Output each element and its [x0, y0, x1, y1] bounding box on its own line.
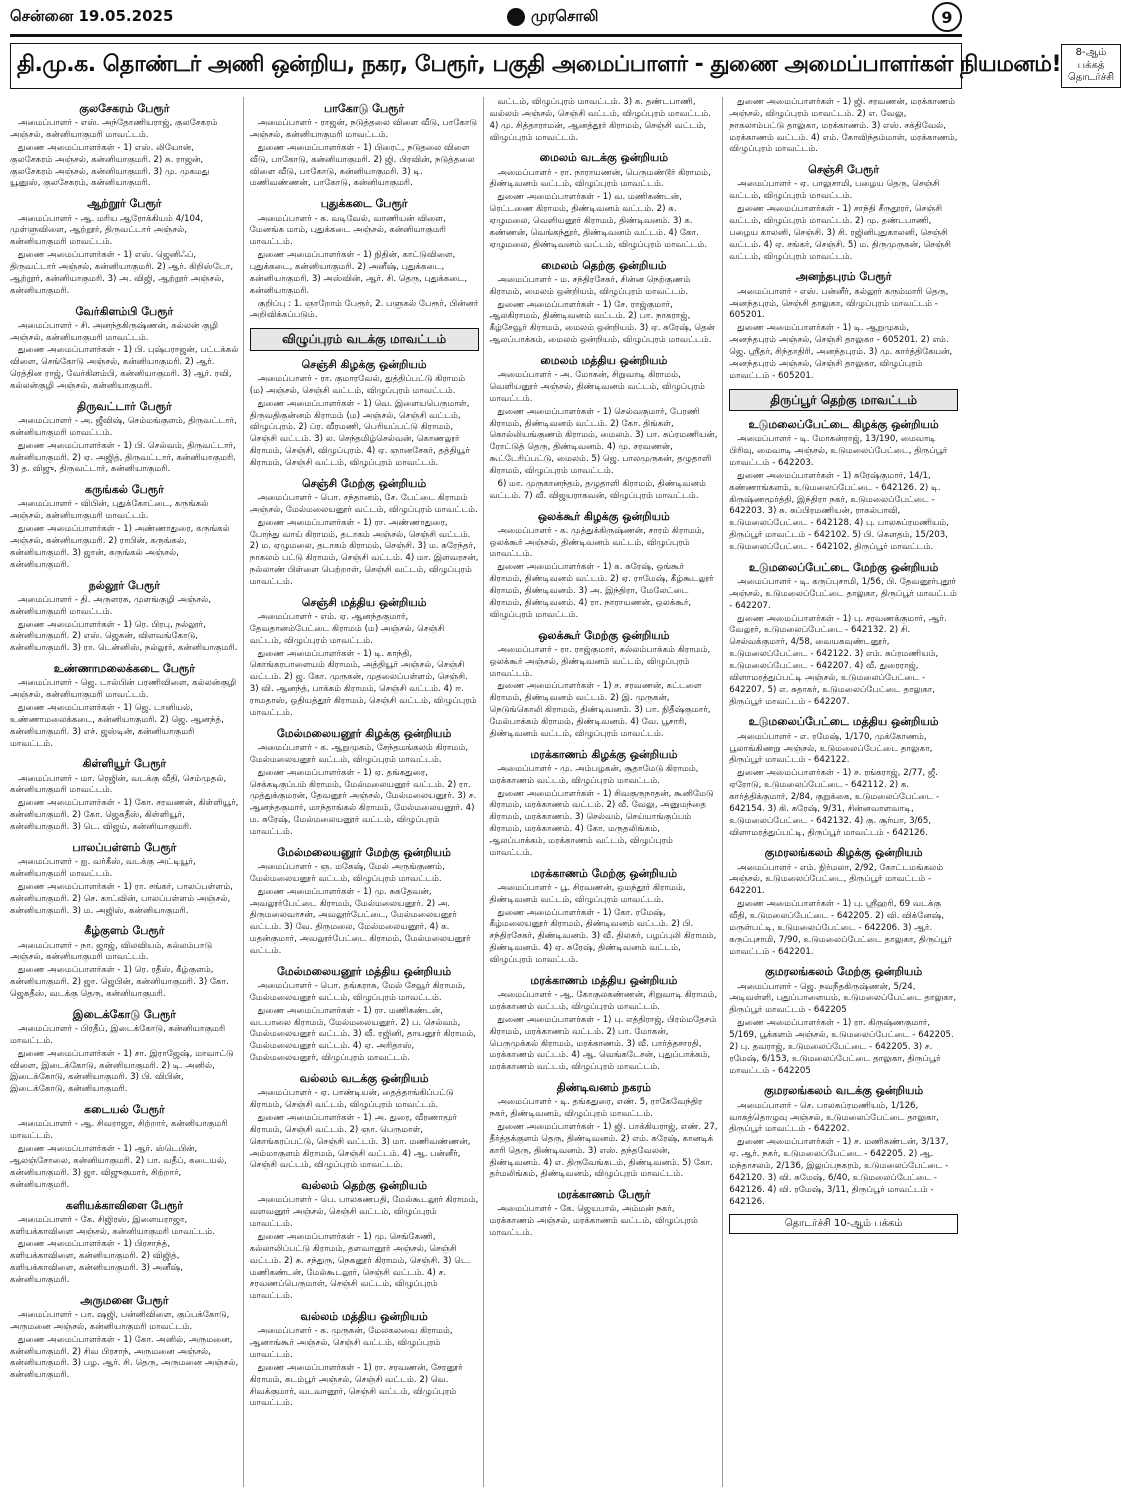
section-heading: குமரலங்கலம் வடக்கு ஒன்றியம் [763, 1084, 924, 1098]
section-heading: அனந்தபுரம் பேரூர் [795, 270, 892, 284]
section-paragraph: அமைப்பாளர் - ஐ. வர்கீஸ், வடக்கு அட்டியூர், கன்னியாகுமரி மாவட்டம். [10, 857, 196, 879]
district-heading: விழுப்புரம் வடக்கு மாவட்டம் [250, 328, 479, 351]
section-paragraph: துணை அமைப்பாளர்கள் - 1) கோ. அனில், அருமனை, கன்னியாகுமரி. 2) சிவ பிரசாந், அருமனை அஞ்சல், கன்னியாகுமரி. 3) பழ. ஆர். சி. தெரு, அருமனை அஞ்சல், கன்னியாகுமரி. [10, 1334, 239, 1381]
section-paragraph: அமைப்பாளர் - ஆ. கோகுலகண்ணன், சிறுவாடி கிராமம், மரக்காணம் வட்டம், விழுப்புரம் மாவட்டம். [489, 990, 718, 1012]
section [490, 97, 719, 144]
section-heading: ஒலக்கூர் மேற்கு ஒன்றியம் [538, 628, 670, 642]
section [729, 389, 958, 412]
section [10, 1198, 239, 1287]
section-paragraph: அமைப்பாளர் - ஏ. பாண்டியன், தைத்தாங்கிப்பட்டு கிராமம், செஞ்சி வட்டம், விழுப்புரம் மாவட்டம். [249, 1088, 454, 1111]
section-heading: மேல்மலையனூர் மேற்கு ஒன்றியம் [277, 845, 451, 859]
section-paragraph: துணை அமைப்பாளர்கள் - 1) சே. ராஜ்குமார், ஆலகிராமம், திண்டிவனம் வட்டம். 2) பா. நாகராஜ், கீழ்சேவூர் கிராமம், மைலம் ஒன்றியம். 3) ஏ. சுரேஷ், தென் ஆலப்பாக்கம், மைலம் ஒன்றியம், விழுப்புரம் மாவட்டம். [489, 299, 716, 346]
section-paragraph: துணை அமைப்பாளர்கள் - 1) வ. மணிகண்டன், ரெட்டணை கிராமம், திண்டிவனம் வட்டம். 2) சு. ஏழுமலை, வெளியனூர் கிராமம், திண்டிவனம். 3) க. கண்ணன், வெங்கந்தூர், திண்டிவனம் வட்டம். 4) கோ. ஏழுமலை, திண்டிவனம் வட்டம், விழுப்புரம் மாவட்டம். [489, 192, 708, 250]
section-heading: குலசேகரம் பேரூர் [79, 102, 170, 115]
section [10, 1102, 239, 1191]
section-paragraph: துணை அமைப்பாளர்கள் - 1) ரெ. பிரபு, நல்லூர், கன்னியாகுமரி. 2) எஸ். ஜெகன், விளவங்கோடு, கன்னியாகுமரி. 3) ரா. டென்னிஸ், நல்லூர், கன்னியாகுமரி. [10, 619, 238, 654]
section [10, 196, 239, 297]
section [250, 595, 479, 720]
section-paragraph: அமைப்பாளர் - டி. கருப்புசாமி, 1/56, பி. தேவனூர்புதூர் அஞ்சல், உடுமலைப்பேட்டை தாலுகா, திருப்பூர் மாவட்டம் - 642207. [729, 577, 957, 611]
section-heading: இடைக்கோடு பேரூர் [72, 1007, 176, 1021]
section-heading: குமரலங்கலம் மேற்கு ஒன்றியம் [765, 965, 923, 979]
section [10, 399, 239, 476]
section-heading: களியக்காவிளை பேரூர் [65, 1198, 183, 1212]
section-heading: புதுக்கடை பேரூர் [320, 197, 408, 211]
section-paragraph: அமைப்பாளர் - செ. பாலசுப்ரமணியம், 1/126, வாகத்தொழுவு அஞ்சல், உடுமலைப்பேட்டை தாலுகா, திருப்பூர் மாவட்டம் - 642202. [729, 1100, 939, 1135]
section-heading: மரக்காணம் மத்திய ஒன்றியம் [530, 973, 678, 987]
section-paragraph: அமைப்பாளர் - ம. சந்திரசேகர், சின்ன நெற்குணம் கிராமம், மைலம் ஒன்றியம், விழுப்புரம் மாவட்டம். [489, 274, 691, 297]
section-paragraph: துணை அமைப்பாளர்கள் - 1) ச. சரவணன், கட்டளை கிராமம், திண்டிவனம் வட்டம். 2) இ. முருகன், நெடுங்கொலி கிராமம், திண்டிவனம். 3) பா. நிதீஷ்குமார், மேல்பாக்கம் கிராமம், திண்டிவனம். 4) வே. பூசாரி, திண்டிவனம் வட்டம், விழுப்புரம் மாவட்டம். [489, 681, 711, 739]
section-paragraph: அமைப்பாளர் - பொ. சந்தானம், சே. பேட்டை கிராமம் அஞ்சல், மேல்மலையனூர் வட்டம், விழுப்புரம் மாவட்டம். [249, 493, 478, 515]
section-heading: திருவட்டார் பேரூர் [77, 399, 172, 413]
section-paragraph: அமைப்பாளர் - எஸ். பன்னீர், கல்லூர் கரும்மாரி தெரு, அனந்தபுரம், செஞ்சி தாலுகா, விழுப்புரம் மாவட்டம் - 605201. [729, 286, 949, 321]
section-paragraph: துணை அமைப்பாளர்கள் - 1) ஜெ. டானியல், உண்ணாமலைக்கடை, கன்னியாகுமரி. 2) ஜெ. ஆனந்த், கன்னியாகுமரி. 3) எச். ஜஸ்டின், கன்னியாகுமரி மாவட்டம். [10, 703, 224, 749]
section [729, 560, 958, 709]
section-paragraph: துணை அமைப்பாளர்கள் - 1) சுரேஷ்குமார், 14/1, கண்ணாங்களம், உடுமலைப்பேட்டை - 642126. 2) டி. கிருஷ்ணமூர்த்தி, இந்திரா நகர், உடுமலைப்பேட்டை - 642203. 3) சு. சுப்பிரமணியன், ராகல்பாவி, உடுமலைப்பேட்டை - 642128. 4) பு. பாலசுப்ரமணியம், திருப்பூர் மாவட்டம் - 642102. 5) பி. கௌதம், 15/203, உடுமலைப்பேட்டை - 642102, திருப்பூர் மாவட்டம். [729, 470, 950, 552]
section [490, 509, 719, 622]
section-heading: நல்லூர் பேரூர் [88, 578, 161, 592]
section-paragraph: அமைப்பாளர் - க. ஆறுமுகம், சேந்தமங்கலம் கிராமம், மேல்மலையனூர் வட்டம், விழுப்புரம் மாவட்டம். [249, 742, 469, 765]
sun-logo-icon [507, 8, 525, 26]
section-paragraph: துணை அமைப்பாளர்கள் - 1) மு. சுகதேவன், அவலூர்பேட்டை கிராமம், மேல்மலையனூர். 2) அ. திருமலைவாசன், அவலூர்பேட்டை, மேல்மலையனூர் வட்டம். 3) வே. திருமலை, மேல்மலையனூர். 4) க. மதன்குமார், அவலூர்பேட்டை கிராமம், மேல்மலையனூர் வட்டம். [249, 886, 471, 957]
section [250, 726, 479, 839]
section-paragraph: அமைப்பாளர் - எம். நிர்மலா, 2/92, கோட்டமங்கலம் அஞ்சல், உடுமலைப்பேட்டை, திருப்பூர் மாவட்டம் - 642201. [729, 862, 944, 897]
section-paragraph: அமைப்பாளர் - ஆ. சிவராஜா, சிற்றார், கன்னியாகுமரி மாவட்டம். [10, 1119, 228, 1142]
section-paragraph: அமைப்பாளர் - பொ. தங்கராசு, மேல் சேவூர் கிராமம், மேல்மலையனூர் வட்டம், விழுப்புரம் மாவட்டம். [249, 981, 466, 1003]
section-paragraph: துணை அமைப்பாளர்கள் - 1) ஏ. தங்கதுரை, செக்கடிகுப்பம் கிராமம், மேல்மலையனூர் வட்டம். 2) ரா. முத்துக்குமரன், தேவனூர் அஞ்சல், மேல்மலையனூர். 3) ச. ஆனந்தகுமார், மாந்தாங்கல் கிராமம், மேல்மலையனூர். 4) ம. சுரேஷ், மேல்மலையனூர் வட்டம், விழுப்புரம் மாவட்டம். [249, 767, 477, 837]
section [490, 258, 719, 347]
column-1 [10, 97, 244, 1487]
section-heading: செஞ்சி மேற்கு ஒன்றியம் [302, 476, 427, 490]
section [490, 628, 719, 741]
section-paragraph: துணை அமைப்பாளர்கள் - 1) அ. துரை, வீரணாமூர் கிராமம், செஞ்சி வட்டம். 2) ஞா. பெருமாள், கொங்கரப்பட்டு, செஞ்சி வட்டம். 3) மா. மணிவண்ணன், அம்மாகுளம் கிராமம், செஞ்சி வட்டம். 4) ஆ. பன்னீர், செஞ்சி வட்டம், விழுப்புரம் மாவட்டம். [249, 1112, 471, 1171]
section [729, 714, 958, 839]
section-paragraph: துணை அமைப்பாளர்கள் - 1) வெ. இளையபெருமாள், திருவதிகுன்னம் கிராமம் (ம) அஞ்சல், செஞ்சி வட்டம், விழுப்புரம். 2) ப்ர. வீரமணி, பெரியப்பட்டு கிராமம், செஞ்சி வட்டம். 3) ல. செந்தமிழ்செல்வன், கொணலூர் கிராமம், செஞ்சி, விழுப்புரம். 4) ஏ. ஞானசேகர், தத்தியூர் கிராமம், செஞ்சி வட்டம், விழுப்புரம் மாவட்டம். [249, 398, 470, 468]
section [10, 1293, 239, 1382]
section-heading: ஒலக்கூர் கிழக்கு ஒன்றியம் [537, 509, 670, 523]
section [729, 845, 958, 958]
section-paragraph: துணை அமைப்பாளர்கள் - 1) ரா. கிருஷ்ணகுமார், 5/169, பூக்களம் அஞ்சல், உடுமலைப்பேட்டை - 642205. 2) பு. தவராஜ், உடுமலைப்பேட்டை - 642205. 3) ச. ரமேஷ், 6/153, உடுமலைப்பேட்டை தாலுகா, திருப்பூர் மாவட்டம் - 642205 [729, 1018, 954, 1076]
section-heading: வல்லம் வடக்கு ஒன்றியம் [299, 1072, 429, 1086]
section-paragraph: அமைப்பாளர் - க. முத்துக்கிருஷ்ணன், சாரம் கிராமம், ஒலக்கூர் அஞ்சல், திண்டிவனம் வட்டம், விழுப்புரம் மாவட்டம். [489, 525, 705, 560]
section-paragraph: அமைப்பாளர் - ராஜன், நடுத்தலை விளை வீடு, பாகோடு அஞ்சல், கன்னியாகுமரி மாவட்டம். [249, 118, 478, 141]
section-paragraph: அமைப்பாளர் - க. முருகன், மேலகலவை கிராமம், ஆனாங்கூர் அஞ்சல், செஞ்சி வட்டம், விழுப்புரம் மாவட்டம். [249, 1326, 453, 1361]
section-paragraph: துணை அமைப்பாளர்கள் - 1) நிதின், காட்டுவிளை, புதுக்கடை, கன்னியாகுமரி. 2) அனீஷ், புதுக்கடை, கன்னியாகுமரி. 3) அஸ்வின், ஆர். சி. தெரு, புதுக்கடை, கன்னியாகுமரி. [249, 250, 468, 296]
section [490, 866, 719, 967]
masthead [10, 0, 962, 37]
section-heading: செஞ்சி கிழக்கு ஒன்றியம் [301, 357, 427, 371]
section-paragraph: துணை அமைப்பாளர்கள் - 1) கோ. ரமேஷ், கீழ்மலையனூர் கிராமம், திண்டிவனம் வட்டம். 2) பி. சந்திரசேகர், திண்டிவனம். 3) வீ. திலகர், பழப்புலி கிராமம், திண்டிவனம். 4) ஏ. சுரேஷ், திண்டிவனம் வட்டம், விழுப்புரம் மாவட்டம். [489, 907, 717, 966]
section-paragraph: அமைப்பாளர் - பெ. பாலகணபதி, மேல்கூடலூர் கிராமம், வளவனூர் அஞ்சல், செஞ்சி வட்டம், விழுப்புரம் மாவட்டம். [249, 1195, 479, 1230]
page-number: 9 [932, 2, 962, 32]
section-paragraph: துணை அமைப்பாளர்கள் - 1) எஸ். ஜெனிஃப், திருவட்டார் அஞ்சல், கன்னியாகுமரி. 2) ஆர். கிறிஸ்டோ, ஆற்றூர், கன்னியாகுமரி. 3) அ. விஜி, ஆற்றூர் அஞ்சல், கன்னியாகுமரி. [10, 250, 234, 296]
section [490, 973, 719, 1074]
section [490, 1187, 719, 1240]
section-heading: கீழ்குளம் பேரூர் [84, 924, 165, 938]
section-paragraph: துணை அமைப்பாளர்கள் - 1) பு. ஸ்ரீஹரி, 69 வடக்கு வீதி, உடுமலைப்பேட்டை - 642205. 2) வி. விக்னேஷ், மருள்பட்டி, உடுமலைப்பேட்டை - 642206. 3) ஆர். கருப்புசாமி, 7/90, உடுமலைப்பேட்டை தாலுகா, திருப்பூர் மாவட்டம் - 642201. [729, 899, 953, 957]
section-paragraph: துணை அமைப்பாளர்கள் - 1) க. சுரேஷ், ஒங்கூர் கிராமம், திண்டிவனம் வட்டம். 2) ஏ. ராமேஷ், கீழ்கூடலூர் கிராமம், திண்டிவனம். 3) அ. இந்திரா, மேலேட்டை கிராமம், திண்டிவனம். 4) ரா. நாராயணன், ஒலக்கூர், விழுப்புரம் மாவட்டம். [489, 562, 714, 620]
section-heading: வேர்கிளம்பி பேரூர் [75, 304, 174, 318]
section [250, 196, 479, 322]
section-paragraph: அமைப்பாளர் - எ. ரமேஷ், 1/170, முக்கோணம், பூலாங்கிணறு அஞ்சல், உடுமலைப்பேட்டை தாலுகா, திருப்பூர் மாவட்டம் - 642122. [729, 731, 933, 766]
section [729, 1083, 958, 1208]
paper-brand [507, 7, 599, 27]
section-paragraph: அமைப்பாளர் - எஸ். அந்தோணியராஜ், குலசேகரம் அஞ்சல், கன்னியாகுமரி மாவட்டம். [10, 118, 218, 141]
section [250, 476, 479, 589]
section [729, 269, 958, 382]
section [250, 101, 479, 190]
section-paragraph: அமைப்பாளர் - எம். ஏ. ஆனந்தகுமார், தேவதானம்பேட்டை கிராமம் (ம) அஞ்சல், செஞ்சி வட்டம், விழுப்புரம் மாவட்டம். [249, 612, 445, 646]
section [729, 97, 958, 156]
section [250, 1071, 479, 1172]
section-paragraph: அமைப்பாளர் - விபின், புதுக்கோட்டை, கருங்கல் அஞ்சல், கன்னியாகுமரி மாவட்டம். [10, 499, 209, 522]
continued-to-box: தொடர்ச்சி 10-ஆம் பக்கம் [729, 1214, 958, 1234]
section-paragraph: துணை அமைப்பாளர்கள் - 1) பு. எத்திராஜ், பிரம்மதேசம் கிராமம், மரக்காணம் வட்டம். 2) பா. மோகன், பெருமுக்கல் கிராமம், மரக்காணம். 3) வீ. பார்த்தசாரதி, மரக்காணம் வட்டம். 4) ஆ. வெங்கடேசன், புதுப்பாக்கம், மரக்காணம் வட்டம், விழுப்புரம் மாவட்டம். [489, 1014, 717, 1073]
section-paragraph: துணை அமைப்பாளர்கள் - 1) டி. ஆறுமுகம், அனந்தபுரம் அஞ்சல், செஞ்சி தாலுகா - 605201. 2) எம். ஜெ. ஸ்ரீதர், சிந்தாதிரி, அனந்தபுரம். 3) மு. கார்த்திகேயன், அனந்தபுரம் அஞ்சல், செஞ்சி தாலுகா, விழுப்புரம் மாவட்டம் - 605201. [729, 323, 953, 381]
section-paragraph: அமைப்பாளர் - நா. ஜாஜ், விலவியம், கல்லம்பாடு அஞ்சல், கன்னியாகுமரி மாவட்டம். [10, 940, 213, 963]
section-paragraph: துணை அமைப்பாளர்கள் - 1) ஜி. சரவணன், மரக்காணம் அஞ்சல், விழுப்புரம் மாவட்டம். 2) எ. வேலு, நாகலாம்பட்டு தாலுகா, மரக்காணம். 3) எஸ். சக்திவேல், மரக்காணம் வட்டம். 4) எம். கோவிந்தம்மாள், மரக்காணம், விழுப்புரம் மாவட்டம். [729, 97, 958, 155]
section [729, 162, 958, 263]
continued-from-box: 8-ஆம் பக்கத் தொடர்ச்சி [1061, 44, 1121, 88]
section-paragraph: அமைப்பாளர் - ரா. நாராயணன், பெருமண்டூர் கிராமம், திண்டிவனம் வட்டம், விழுப்புரம் மாவட்டம். [489, 167, 711, 190]
section-paragraph: அமைப்பாளர் - ஜெ. நவநீதகிருஷ்ணன், 5/24, அடிவள்ளி, புதுப்பாளையம், உடுமலைப்பேட்டை தாலுகா, திருப்பூர் மாவட்டம் - 642205 [729, 981, 957, 1016]
section-heading: கடையல் பேரூர் [84, 1103, 165, 1117]
section-paragraph: துணை அமைப்பாளர்கள் - 1) ரா. அண்ணாதுரை, போந்து வாய் கிராமம், தடாகம் அஞ்சல், செஞ்சி வட்டம். 2) ம. ஏழுமலை, தடாகம் கிராமம், செஞ்சி. 3) ம. சுரேந்தர், நாகலம் பட்டு கிராமம், செஞ்சி வட்டம். 4) மா. இளவரசன், நல்லாண் பிள்ளை பெற்றாள், செஞ்சி வட்டம், விழுப்புரம் மாவட்டம். [249, 517, 479, 588]
section-heading: மைலம் தெற்கு ஒன்றியம் [541, 258, 667, 272]
district-heading: திருப்பூர் தெற்கு மாவட்டம் [729, 389, 958, 412]
section-paragraph: அமைப்பாளர் - பூ. சிரவணன், ஒமந்தூர் கிராமம், திண்டிவனம் வட்டம், விழுப்புரம் மாவட்டம். [489, 882, 686, 905]
section-paragraph: அமைப்பாளர் - டி. மோகன்ராஜ், 13/190, மைவாடி பிரிவு, மைவாடி அஞ்சல், உடுமலைப்பேட்டை, திருப்பூர் மாவட்டம் - 642203. [729, 434, 948, 468]
section-paragraph: துணை அமைப்பாளர்கள் - 1) ரா. சங்கர், பாலப்பள்ளம், கன்னியாகுமரி. 2) செ. காட்வின், பாலப்பள்ளம் அஞ்சல், கன்னியாகுமரி. 3) ம. அஜிஸ், கன்னியாகுமரி. [10, 881, 233, 916]
section-paragraph: அமைப்பாளர் - சி. அனந்தகிருஷ்ணன், கல்லன் குழி அஞ்சல், கன்னியாகுமரி மாவட்டம். [10, 320, 219, 343]
section-paragraph: துணை அமைப்பாளர்கள் - 1) ச. மணிகண்டன், 3/137, ஏ. ஆர். நகர், உடுமலைப்பேட்டை - 642205. 2) ஆ. மந்தாசலம், 2/136, இலுப்பநகரம், உடுமலைப்பேட்டை - 642120. 3) வி. சுமேஷ், 6/40, உடுமலைப்பேட்டை - 642126. 4) வி. ரமேஷ், 3/11, திருப்பூர் மாவட்டம் - 642126. [729, 1137, 949, 1207]
section-paragraph: அமைப்பாளர் - கே. சிஜிரஸ், இளையராஜா, களியக்காவிளை அஞ்சல், கன்னியாகுமரி மாவட்டம். [10, 1214, 215, 1237]
section-paragraph: துணை அமைப்பாளர்கள் - 1) ரெ. ரதீஸ், கீழ்குளம், கன்னியாகுமரி. 2) ஜா. ஜெபின், கன்னியாகுமரி. 3) கோ. ஜெகதீஸ், வடக்கு தெரு, கன்னியாகுமரி. [10, 965, 229, 999]
section-heading: கருங்கல் பேரூர் [84, 483, 164, 497]
section-paragraph: துணை அமைப்பாளர்கள் - 1) ரா. மணிகண்டன், வடபாலை கிராமம், மேல்மலையனூர். 2) ப. செல்வம், மேல்மலையனூர் வட்டம். 3) வீ. ரஜினி, தாயனூர் கிராமம், மேல்மலையனூர் வட்டம். 4) ஏ. அரிதாஸ், மேல்மலையனூர், விழுப்புரம் மாவட்டம். [249, 1005, 477, 1064]
section-heading: மைலம் மத்திய ஒன்றியம் [540, 353, 668, 367]
section [250, 845, 479, 958]
section-paragraph: அமைப்பாளர் - மு. அம்பழகன், சூதாமேடு கிராமம், மரக்காணம் வட்டம், விழுப்புரம் மாவட்டம். [489, 763, 699, 786]
section-heading: மேல்மலையனூர் கிழக்கு ஒன்றியம் [276, 726, 452, 740]
paper-name: முரசொலி [530, 7, 599, 25]
section-paragraph: அமைப்பாளர் - ஏ. பாலுசாமி, பழைய தெரு, செஞ்சி வட்டம், விழுப்புரம் மாவட்டம். [729, 179, 940, 202]
section-paragraph: துணை அமைப்பாளர்கள் - 1) சிவகுருநாதன், கூனிமேடு கிராமம், மரக்காணம் வட்டம். 2) வீ. வேலு, அனுமந்தை கிராமம், மரக்காணம். 3) செல்வம், செய்யாங்குப்பம் கிராமம், மரக்காணம். 4) கோ. மருதலிங்கம், ஆலப்பாக்கம், மரக்காணம் வட்டம், விழுப்புரம் மாவட்டம். [489, 788, 714, 858]
headline-banner [10, 43, 1115, 89]
section-paragraph: அமைப்பாளர் - அ. மோகன், சிறுவாடி கிராமம், வெளியனூர் அஞ்சல், திண்டிவனம் வட்டம், விழுப்புரம் மாவட்டம். [489, 370, 705, 404]
section [10, 101, 239, 190]
section-heading: பாகோடு பேரூர் [324, 102, 405, 115]
section-heading: வல்லம் மத்திய ஒன்றியம் [300, 1310, 428, 1324]
section-paragraph: அமைப்பாளர் - ரா. ராஜ்குமார், கல்லம்பாக்கம் கிராமம், ஒலக்கூர் அஞ்சல், திண்டிவனம் வட்டம், விழுப்புரம் மாவட்டம். [489, 644, 711, 679]
section-heading: பாலப்பள்ளம் பேரூர் [72, 840, 177, 854]
section [10, 661, 239, 750]
column-4 [729, 97, 962, 1487]
section-heading: உடுமலைப்பேட்டை மத்திய ஒன்றியம் [748, 715, 939, 729]
section-heading: மரக்காணம் பேரூர் [557, 1188, 651, 1202]
section-heading: உடுமலைப்பேட்டை மேற்கு ஒன்றியம் [748, 560, 939, 574]
section-paragraph: அமைப்பாளர் - க. வடிவேல், வாணியன் விளை, மேனங்க மாம், புதுக்கடை அஞ்சல், கன்னியாகுமரி மாவட்டம். [249, 213, 446, 248]
section [490, 1080, 719, 1181]
section-paragraph: துணை அமைப்பாளர்கள் - 1) பி. புஷ்பராஜன், பட்டக்கல் விளை, செங்கோடு அஞ்சல், கன்னியாகுமரி. 2) ஆர். ரெத்தின ராஜ், வேர்கிளம்பி, கன்னியாகுமரி. 3) ஆர். ரவி, கல்லன்குழி அஞ்சல், கன்னியாகுமரி. [10, 345, 239, 391]
section [10, 304, 239, 393]
section [10, 756, 239, 833]
section-heading: மரக்காணம் கிழக்கு ஒன்றியம் [530, 747, 678, 761]
column-2 [250, 97, 484, 1487]
section-paragraph: அமைப்பாளர் - பிரதீப், இடைக்கோடு, கன்னியாகுமரி மாவட்டம். [10, 1024, 226, 1046]
section-heading: மேல்மலையனூர் மத்திய ஒன்றியம் [276, 964, 452, 978]
section-paragraph: அமைப்பாளர் - தி. அருளரசு, முளங்குழி அஞ்சல், கன்னியாகுமரி மாவட்டம். [10, 594, 211, 617]
section-paragraph: அமைப்பாளர் - ஞ. மகேஷ், மேல் அருங்குணம், மேல்மலையனூர் வட்டம், விழுப்புரம் மாவட்டம். [249, 862, 445, 884]
page-headline: தி.மு.க. தொண்டர் அணி ஒன்றிய, நகர, பேரூர், பகுதி அமைப்பாளர் - துணை அமைப்பாளர்கள் நியமனம்! [17, 52, 1061, 77]
section-heading: திண்டிவனம் நகரம் [556, 1081, 652, 1095]
section [729, 964, 958, 1077]
section-paragraph: துணை அமைப்பாளர்கள் - 1) மு. செங்கேணி, கல்லாலிப்பட்டு கிராமம், தளவானூர் அஞ்சல், செஞ்சி வட்டம். 2) சு. சந்துரு, நெகனூர் கிராமம், செஞ்சி. 3) டெ. மணிகண்டன், மேல்கூடலூர், செஞ்சி வட்டம். 4) ச. சரவணப்பெருமாள், செஞ்சி வட்டம், விழுப்புரம் மாவட்டம். [249, 1232, 471, 1302]
section-paragraph: துணை அமைப்பாளர்கள் - 1) பி. செல்வம், திருவட்டார், கன்னியாகுமரி. 2) ஏ. அஜித், திருவட்டார், கன்னியாகுமரி. 3) த. விஜு, திருவட்டார், கன்னியாகுமரி. [10, 440, 236, 475]
section-paragraph: துணை அமைப்பாளர்கள் - 1) செல்வகுமார், பேரணி கிராமம், திண்டிவனம் வட்டம். 2) கோ. திங்கள், கொல்லியங்குணம் கிராமம், மைலம். 3) பா. சுப்ரமணியன், ரோட்டுத் தெரு, திண்டிவனம். 4) மு. சரவணன், கூட்டேரிப்பட்டு, மைலம். 5) ஜெ. பாலமுருகன், தழுதாளி கிராமம், விழுப்புரம் மாவட்டம். [489, 406, 718, 476]
section-paragraph: துணை அமைப்பாளர்கள் - 1) டி. காந்தி, கொங்கரபாளையம் கிராமம், அத்தியூர் அஞ்சல், செஞ்சி வட்டம். 2) ஜ. கோ. முருகன், முதலைப்பள்ளம், செஞ்சி. 3) வி. ஆனந்த், பாக்கம் கிராமம், செஞ்சி வட்டம். 4) ஈ. ராமதாஸ், ஒதியத்தூர் கிராமம், செஞ்சி வட்டம், விழுப்புரம் மாவட்டம். [249, 648, 477, 718]
section [250, 328, 479, 351]
section-paragraph: அமைப்பாளர் - மா. ரெஜின், வடக்கு வீதி, செம்முதல், கன்னியாகுமரி மாவட்டம். [10, 773, 227, 796]
section-heading: அருமனை பேரூர் [80, 1293, 169, 1307]
section-heading: மைலம் வடக்கு ஒன்றியம் [539, 151, 669, 165]
section-paragraph: துணை அமைப்பாளர்கள் - 1) சாந்தி சீருதூரர், செஞ்சி வட்டம், விழுப்புரம் மாவட்டம். 2) மு. தண்டபாணி, பழைய காலனி, செஞ்சி. 3) சி. ரஜினிபுதுகாலனி, செஞ்சி வட்டம். 4) ஏ. சங்கர், செஞ்சி. 5) ம. திருமுருகன், செஞ்சி வட்டம், விழுப்புரம் மாவட்டம். [729, 204, 951, 262]
section-paragraph: துணை அமைப்பாளர்கள் - 1) பிரசாந்த், களியக்காவிளை, கன்னியாகுமரி. 2) விஜித், களியக்காவிளை, கன்னியாகுமரி. 3) அனீஷ், கன்னியாகுமரி. [10, 1239, 183, 1285]
section-paragraph: அமைப்பாளர் - ரா. குமாரவேல், துத்திப்பட்டு கிராமம் (ம) அஞ்சல், செஞ்சி வட்டம், விழுப்புரம் மாவட்டம். [249, 373, 466, 396]
section-heading: செஞ்சி பேரூர் [808, 163, 880, 177]
section-paragraph: துணை அமைப்பாளர்கள் - 1) பிரைட், நடுதலை விளை வீடு, பாகோடு, கன்னியாகுமரி. 2) ஜி. பிரவின், நடுத்தலை விளை வீடு, பாகோடு, கன்னியாகுமரி. 3) டி. மணிவண்ணன், பாகோடு, கன்னியாகுமரி. [249, 142, 475, 189]
section-paragraph: அமைப்பாளர் - ஆ. மரிய ஆரோக்கியம் 4/104, முள்ளுவிளை, ஆற்றூர், திருவட்டார் அஞ்சல், கன்னியாகுமரி மாவட்டம். [10, 213, 204, 248]
section [250, 964, 479, 1065]
section-heading: செஞ்சி மத்திய ஒன்றியம் [301, 595, 427, 609]
section-heading: ஆற்றூர் பேரூர் [87, 197, 162, 211]
section [10, 578, 239, 655]
section-paragraph: அமைப்பாளர் - அ. ஜீவிஷ், செம்மங்குளம், திருவட்டார், கன்னியாகுமரி மாவட்டம். [10, 416, 237, 438]
section-paragraph: துணை அமைப்பாளர்கள் - 1) அண்ணாதுரை, கருங்கல் அஞ்சல், கன்னியாகுமரி. 2) ராபின், கருங்கல், கன்னியாகுமரி. 3) ஜான், கருங்கல் அஞ்சல், கன்னியாகுமரி. [10, 524, 230, 570]
section-paragraph: அமைப்பாளர் - ஜெ. டால்பின் பரணிவிளை, கல்லன்குழி அஞ்சல், கன்னியாகுமரி மாவட்டம். [10, 678, 237, 701]
section [10, 482, 239, 571]
section [10, 923, 239, 1000]
section [10, 1007, 239, 1096]
section-heading: கிள்ளியூர் பேரூர் [82, 757, 167, 771]
section [250, 1178, 479, 1303]
section-paragraph: வட்டம், விழுப்புரம் மாவட்டம். 3) க. தண்டபாணி, வல்லம் அஞ்சல், செஞ்சி வட்டம், விழுப்புரம் மாவட்டம். 4) மு. சித்தாராமன், ஆனத்தூர் கிராமம், செஞ்சி வட்டம், விழுப்புரம் மாவட்டம். [489, 97, 711, 143]
section-paragraph: துணை அமைப்பாளர்கள் - 1) ஆர். ஸ்டெபின், ஆலஞ்சோலை, கன்னியாகுமரி. 2) பா. வதீப், கடையல், கன்னியாகுமரி. 3) ஜா. விஜுகுமார், சிற்றார், கன்னியாகுமரி. [10, 1144, 227, 1190]
section-paragraph: 6) மா. முருகானந்தம், தழுதாளி கிராமம், திண்டிவனம் வட்டம். 7) வீ. விஜயராகவன், விழுப்புரம் மாவட்டம். [489, 478, 706, 501]
section-heading: மரக்காணம் மேற்கு ஒன்றியம் [530, 866, 678, 880]
section-paragraph: அமைப்பாளர் - கே. ஜெயபால், அம்மன் நகர், மரக்காணம் அஞ்சல், மரக்காணம் வட்டம், விழுப்புரம் மாவட்டம். [489, 1204, 698, 1239]
section-paragraph: துணை அமைப்பாளர்கள் - 1) சா. இராஜேஷ், மாவாட்டு விளை, இடைக்கோடு, கன்னியாகுமரி. 2) டி. அனில், இடைக்கோடு, கன்னியாகுமரி. 3) பி. விபின், இடைக்கோடு, கன்னியாகுமரி. [10, 1048, 234, 1095]
section-heading: உடுமலைப்பேட்டை கிழக்கு ஒன்றியம் [748, 418, 939, 432]
section-paragraph: அமைப்பாளர் - டி. தங்கதுரை, எண். 5, ராகேவேந்திர நகர், திண்டிவனம், விழுப்புரம் மாவட்டம். [489, 1097, 703, 1120]
section [250, 1309, 479, 1410]
section-paragraph: துணை அமைப்பாளர்கள் - 1) ரா. சரவணன், சேரனூர் கிராமம், கடம்பூர் அஞ்சல், செஞ்சி வட்டம். 2) வெ. சிவக்குமார், வடவானூர், செஞ்சி வட்டம், விழுப்புரம் மாவட்டம். [249, 1362, 463, 1409]
section [490, 747, 719, 860]
article-columns [10, 97, 962, 1487]
section-heading: உண்ணாமலைக்கடை பேரூர் [53, 662, 195, 676]
section-paragraph: குறிப்பு : 1. ஞாறோம் பேரூர், 2. பளுகல் பேரூர், பின்னர் அறிவிக்கப்படும். [249, 298, 479, 321]
section [729, 417, 958, 554]
section-paragraph: துணை அமைப்பாளர்கள் - 1) பு. சரவணக்குமார், ஆர். வேலூர், உடுமலைப்பேட்டை - 642132. 2) சி. செல்வக்குமார், 4/58, வையகவுண்டனூர், உடுமலைப்பேட்டை - 642122. 3) எம். சுப்ரமணியம், உடுமலைப்பேட்டை - 642207. 4) வீ. துரைராஜ், விளாமரத்துப்பட்டி அஞ்சல், உடுமலைப்பேட்டை - 642207. 5) எ. சுதாகர், உடுமலைப்பேட்டை தாலுகா, திருப்பூர் மாவட்டம் - 642207. [729, 613, 947, 707]
section-heading: குமரலங்கலம் கிழக்கு ஒன்றியம் [764, 846, 923, 860]
section-heading: வல்லம் தெற்கு ஒன்றியம் [301, 1179, 428, 1193]
section-paragraph: துணை அமைப்பாளர்கள் - 1) கோ. சரவணன், கிள்ளியூர், கன்னியாகுமரி. 2) கோ. ஜெகதீஸ், கிள்ளியூர், கன்னியாகுமரி. 3) டெ. விஜய், கன்னியாகுமரி. [10, 798, 239, 833]
section [10, 840, 239, 917]
section [490, 353, 719, 503]
section [250, 357, 479, 470]
section-paragraph: அமைப்பாளர் - பா. ஷஜி, பன்னிவிளை, குப்பக்கோடு, அருமனை அஞ்சல், கன்னியாகுமரி மாவட்டம். [10, 1310, 230, 1332]
edition-date: சென்னை 19.05.2025 [10, 7, 174, 25]
section-paragraph: துணை அமைப்பாளர்கள் - 1) ச. ரங்கராஜ், 2/77, ஜீ. ஏரோடு, உடுமலைப்பேட்டை - 642112. 2) க. கார்த்திக்குமார், 2/84, குறுக்கை, உடுமலைப்பேட்டை - 642154. 3) கி. சுரேஷ், 9/31, சின்னவாளவாடி, உடுமலைப்பேட்டை - 642132. 4) கு. சூர்யா, 3/65, விளாமரத்துப்பட்டி, திருப்பூர் மாவட்டம் - 642126. [729, 768, 940, 838]
column-3 [490, 97, 724, 1487]
section-paragraph: துணை அமைப்பாளர்கள் - 1) எஸ். லியோன், குலசேகரம் அஞ்சல், கன்னியாகுமரி. 2) சு. ராஜன், குலசேகரம் அஞ்சல், கன்னியாகுமரி. 3) மு. முகமது யூனுஸ், குலசேகரம், கன்னியாகுமரி. [10, 142, 210, 189]
section-paragraph: துணை அமைப்பாளர்கள் - 1) ஜி. பாக்கியராஜ், எண். 27, தீர்த்தக்குளம் தெரு, திண்டிவனம். 2) எம். சுரேஷ், கானடிக் காரி தெரு, திண்டிவனம். 3) எஸ். தந்தவேலன், திண்டிவனம். 4) எ. திருவேங்கடம், திண்டிவனம். 5) கோ. தர்மலிங்கம், திண்டிவனம், விழுப்புரம் மாவட்டம். [489, 1121, 718, 1180]
section [490, 150, 719, 251]
